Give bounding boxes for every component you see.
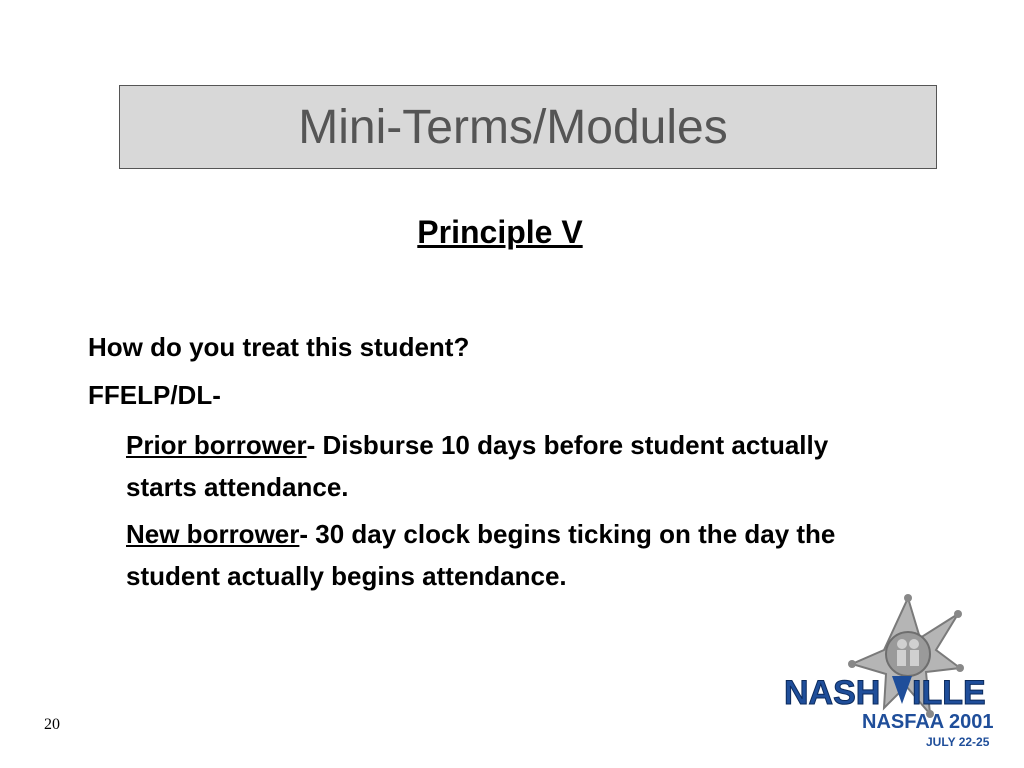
- bullet-text: - 30 day clock begins ticking on the day the student actually begins attendance.: [126, 519, 836, 591]
- bullet-term: Prior borrower: [126, 430, 307, 460]
- logo-dates: JULY 22-25: [926, 735, 990, 749]
- bullet-text: - Disburse 10 days before student actually starts attendance.: [126, 430, 829, 502]
- bullet-new-borrower: [126, 513, 916, 597]
- slide-subtitle: Principle V: [417, 214, 583, 250]
- logo-nash: NASH: [784, 674, 881, 712]
- program-label: FFELP/DL-: [88, 380, 221, 410]
- bullet-term: New borrower: [126, 519, 300, 549]
- title-box: [119, 85, 937, 169]
- nashville-logo: [780, 592, 1010, 762]
- logo-nasfaa: NASFAA 2001: [862, 711, 994, 733]
- question-text: How do you treat this student?: [88, 332, 470, 362]
- slide-title: Mini-Terms/Modules: [298, 100, 728, 154]
- page-number: 20: [44, 716, 60, 733]
- bullet-prior-borrower: [126, 424, 846, 508]
- logo-ille: ILLE: [912, 674, 986, 712]
